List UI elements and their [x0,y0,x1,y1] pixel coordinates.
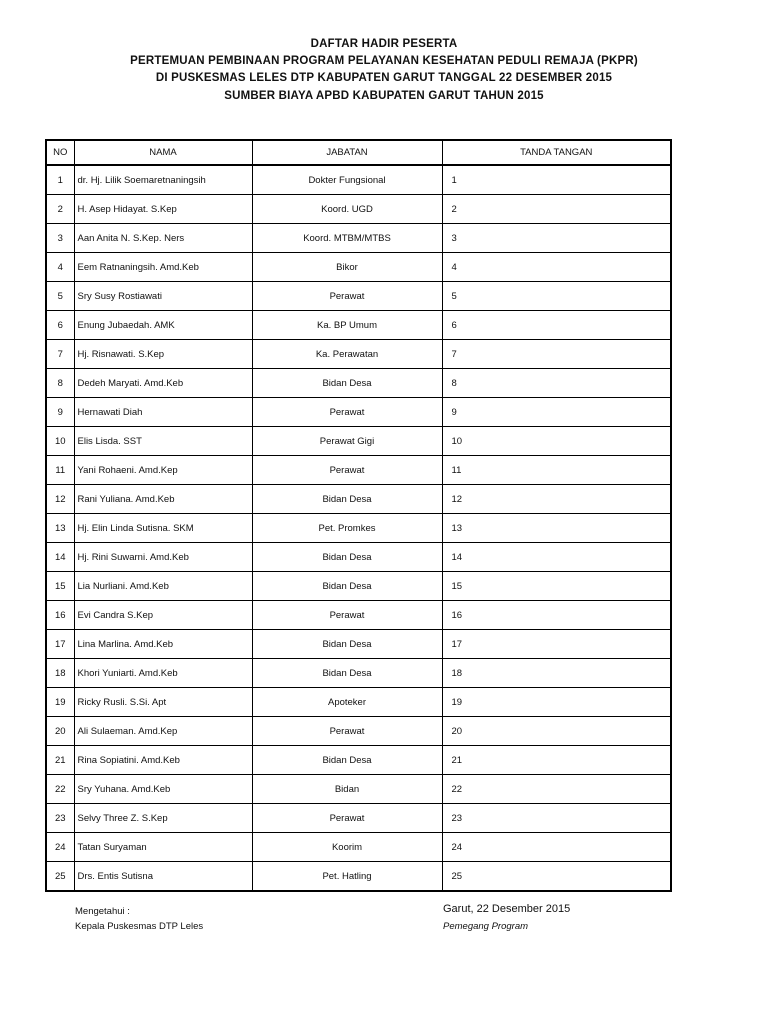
doc-title-line2: PERTEMUAN PEMBINAAN PROGRAM PELAYANAN KESEHATAN PEDULI REMAJA (PKPR) [130,55,638,67]
row-signature: 6 [442,311,671,340]
row-name: Evi Candra S.Kep [74,601,252,630]
row-position: Koord. UGD [252,195,442,224]
table-header-row [46,140,671,165]
row-signature: 1 [442,165,671,195]
row-position: Pet. Promkes [252,514,442,543]
row-position: Bidan Desa [252,543,442,572]
row-name: Enung Jubaedah. AMK [74,311,252,340]
row-number: 20 [46,717,74,746]
row-signature: 8 [442,369,671,398]
doc-title-line4: SUMBER BIAYA APBD KABUPATEN GARUT TAHUN 2015 [224,90,544,102]
row-number: 21 [46,746,74,775]
row-position: Dokter Fungsional [252,165,442,195]
table-row [46,746,671,775]
row-name: Sry Yuhana. Amd.Keb [74,775,252,804]
row-number: 24 [46,833,74,862]
row-position: Bidan Desa [252,369,442,398]
row-signature: 18 [442,659,671,688]
table-row [46,601,671,630]
row-number: 1 [46,165,74,195]
row-number: 5 [46,282,74,311]
row-number: 7 [46,340,74,369]
row-number: 10 [46,427,74,456]
table-row [46,717,671,746]
row-name: Drs. Entis Sutisna [74,862,252,892]
footer-head-title: Kepala Puskesmas DTP Leles [75,921,204,932]
table-row [46,427,671,456]
row-name: H. Asep Hidayat. S.Kep [74,195,252,224]
row-name: Dedeh Maryati. Amd.Keb [74,369,252,398]
table-row [46,485,671,514]
row-position: Ka. Perawatan [252,340,442,369]
row-position: Perawat Gigi [252,427,442,456]
table-row [46,195,671,224]
table-row [46,630,671,659]
table-row [46,659,671,688]
row-number: 11 [46,456,74,485]
table-row [46,253,671,282]
row-name: Lina Marlina. Amd.Keb [74,630,252,659]
row-signature: 13 [442,514,671,543]
table-row [46,688,671,717]
row-name: Selvy Three Z. S.Kep [74,804,252,833]
col-header-jabatan: JABATAN [252,140,442,165]
table-row [46,804,671,833]
table-row [46,775,671,804]
row-position: Bidan [252,775,442,804]
row-position: Bidan Desa [252,630,442,659]
table-row [46,543,671,572]
row-signature: 24 [442,833,671,862]
row-name: Hj. Rini Suwarni. Amd.Keb [74,543,252,572]
row-number: 14 [46,543,74,572]
row-position: Perawat [252,717,442,746]
doc-title-line3: DI PUSKESMAS LELES DTP KABUPATEN GARUT TANGGAL 22 DESEMBER 2015 [155,72,613,84]
row-signature: 10 [442,427,671,456]
row-name: Sry Susy Rostiawati [74,282,252,311]
row-position: Perawat [252,601,442,630]
row-signature: 2 [442,195,671,224]
row-name: Hj. Elin Linda Sutisna. SKM [74,514,252,543]
row-position: Perawat [252,804,442,833]
table-row [46,340,671,369]
table-row [46,456,671,485]
row-number: 3 [46,224,74,253]
footer-program-holder: Pemegang Program [443,921,529,932]
table-row [46,572,671,601]
col-header-nama: NAMA [74,140,252,165]
footer-place-date: Garut, 22 Desember 2015 [443,903,571,915]
row-number: 13 [46,514,74,543]
table-row [46,862,671,892]
table-row [46,165,671,195]
row-name: Yani Rohaeni. Amd.Kep [74,456,252,485]
row-number: 16 [46,601,74,630]
row-position: Bidan Desa [252,659,442,688]
row-name: Rina Sopiatini. Amd.Keb [74,746,252,775]
row-number: 22 [46,775,74,804]
row-signature: 17 [442,630,671,659]
row-signature: 25 [442,862,671,892]
row-name: Elis Lisda. SST [74,427,252,456]
row-position: Bidan Desa [252,485,442,514]
row-signature: 11 [442,456,671,485]
row-number: 9 [46,398,74,427]
row-signature: 9 [442,398,671,427]
row-signature: 22 [442,775,671,804]
table-row [46,224,671,253]
row-signature: 23 [442,804,671,833]
table-row [46,833,671,862]
row-name: Rani Yuliana. Amd.Keb [74,485,252,514]
row-position: Koorim [252,833,442,862]
row-number: 15 [46,572,74,601]
row-name: Eem Ratnaningsih. Amd.Keb [74,253,252,282]
row-name: Lia Nurliani. Amd.Keb [74,572,252,601]
row-position: Perawat [252,282,442,311]
row-signature: 5 [442,282,671,311]
col-header-no: NO [46,140,74,165]
row-name: Ricky Rusli. S.Si. Apt [74,688,252,717]
footer-acknowledged-label: Mengetahui : [75,906,130,917]
row-name: Hernawati Diah [74,398,252,427]
row-signature: 3 [442,224,671,253]
row-name: Khori Yuniarti. Amd.Keb [74,659,252,688]
row-position: Ka. BP Umum [252,311,442,340]
row-signature: 14 [442,543,671,572]
row-number: 19 [46,688,74,717]
attendance-table [45,139,672,892]
row-position: Perawat [252,456,442,485]
table-row [46,514,671,543]
row-number: 8 [46,369,74,398]
row-signature: 21 [442,746,671,775]
row-position: Bikor [252,253,442,282]
row-number: 6 [46,311,74,340]
row-name: Tatan Suryaman [74,833,252,862]
table-row [46,398,671,427]
row-number: 25 [46,862,74,892]
row-position: Koord. MTBM/MTBS [252,224,442,253]
row-signature: 4 [442,253,671,282]
table-row [46,369,671,398]
doc-title-line1: DAFTAR HADIR PESERTA [310,38,458,50]
row-signature: 16 [442,601,671,630]
row-position: Pet. Hatling [252,862,442,892]
row-number: 12 [46,485,74,514]
row-signature: 12 [442,485,671,514]
row-signature: 20 [442,717,671,746]
row-number: 4 [46,253,74,282]
row-signature: 19 [442,688,671,717]
row-position: Perawat [252,398,442,427]
table-row [46,282,671,311]
col-header-tanda-tangan: TANDA TANGAN [442,140,671,165]
row-name: Aan Anita N. S.Kep. Ners [74,224,252,253]
table-row [46,311,671,340]
row-signature: 15 [442,572,671,601]
row-name: Ali Sulaeman. Amd.Kep [74,717,252,746]
row-name: dr. Hj. Lilik Soemaretnaningsih [74,165,252,195]
row-number: 18 [46,659,74,688]
row-number: 23 [46,804,74,833]
row-name: Hj. Risnawati. S.Kep [74,340,252,369]
row-position: Bidan Desa [252,746,442,775]
row-signature: 7 [442,340,671,369]
row-position: Apoteker [252,688,442,717]
row-number: 2 [46,195,74,224]
row-position: Bidan Desa [252,572,442,601]
row-number: 17 [46,630,74,659]
